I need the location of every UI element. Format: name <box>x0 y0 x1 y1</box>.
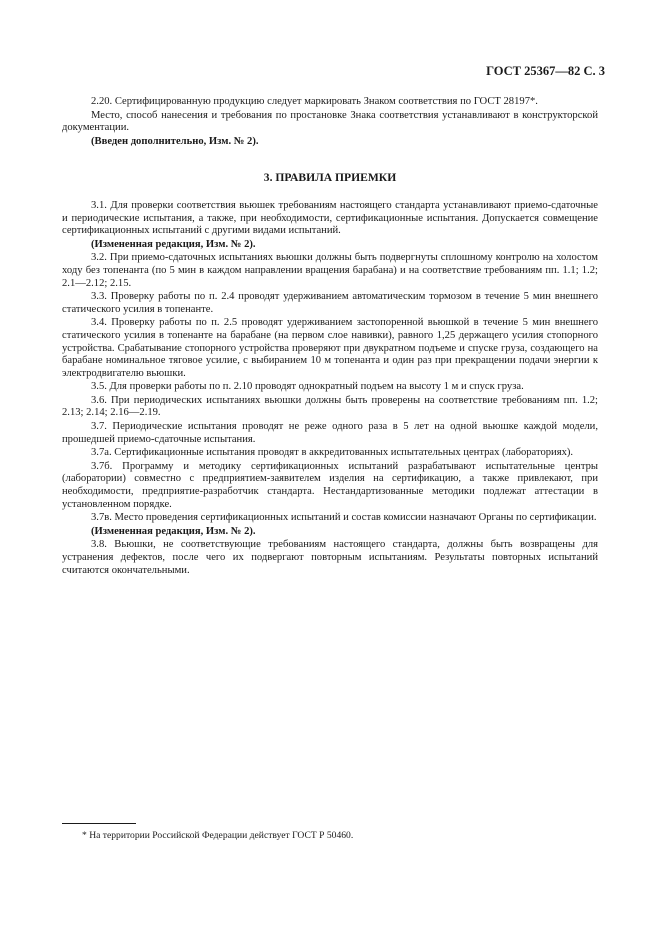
paragraph-3-4: 3.4. Проверку работы по п. 2.5 проводят удерживанием застопоренной вьюшкой в течение 5 мин внешнего статического усилия в топенанте на барабане (на первом слое навивки), равного 1,25 держащего усилия стопорного устройства. Срабатывание стопорного устройства проверяют при двукратном подъеме и спуске груза, создающего на барабане номинальное тяговое усилие, с выбиранием 10 м топенанта и один раз при прекращении подачи энергии к электродвигателю вьюшки. <box>62 317 598 379</box>
section-title: 3. ПРАВИЛА ПРИЕМКИ <box>263 171 397 185</box>
footnote: * На территории Российской Федерации действует ГОСТ Р 50460. <box>82 830 354 841</box>
paragraph-3-6: 3.6. При периодических испытаниях вьюшки должны быть проверены на соответствие требованиям пп. 1.2; 2.13; 2.14; 2.16—2.19. <box>62 394 598 419</box>
paragraph-3-1: 3.1. Для проверки соответствия вьюшек требованиям настоящего стандарта устанавливают приемо-сдаточные и периодические испытания, а также, при необходимости, сертификационные испытания. Допускается совмещение сертификационных испытаний с другими видами испытаний. <box>62 199 598 237</box>
amendment-note: (Измененная редакция, Изм. № 2). <box>91 525 256 537</box>
document-body <box>62 96 598 578</box>
paragraph-3-7: 3.7. Периодические испытания проводят не реже одного раза в 5 лет на одной вьюшке каждой модели, прошедшей приемо-сдаточные испытания. <box>62 421 598 445</box>
paragraph-3-5: 3.5. Для проверки работы по п. 2.10 проводят однократный подъем на высоту 1 м и спуск груза. <box>91 381 524 393</box>
paragraph-3-7a: 3.7а. Сертификационные испытания проводят в аккредитованных испытательных центрах (лабораториях). <box>91 447 574 459</box>
paragraph-3-7v: 3.7в. Место проведения сертификационных испытаний и состав комиссии назначают Органы по сертификации. <box>91 512 597 524</box>
paragraph-2-20: 2.20. Сертифицированную продукцию следует маркировать Знаком соответствия по ГОСТ 28197*. <box>91 96 538 107</box>
paragraph-3-8: 3.8. Вьюшки, не соответствующие требованиям настоящего стандарта, должны быть возвращены для устранения дефектов, после чего их подвергают повторным испытаниям. Результаты повторных испытаний считаются окончательными. <box>62 539 598 576</box>
paragraph-mark-placement: Место, способ нанесения и требования по простановке Знака соответствия устанавливают в конструкторской документации. <box>62 109 598 134</box>
page-header: ГОСТ 25367—82 С. 3 <box>486 64 605 78</box>
amendment-note: (Введен дополнительно, Изм. № 2). <box>91 135 259 147</box>
paragraph-3-7b: 3.7б. Программу и методику сертификационных испытаний разрабатывают испытательные центры (лаборатории) совместно с предприятием-заявителем изделия на сертификацию, а также привлекают, при необходимости, предприятие-разработчик стандарта. Нестандартизованные методики подлежат аттестации в установленном порядке. <box>62 460 598 510</box>
paragraph-3-2: 3.2. При приемо-сдаточных испытаниях вьюшки должны быть подвергнуты сплошному контролю на холостом ходу без топенанта (по 5 мин в каждом направлении вращения барабана) и на соответствие требованиям пп. 1.1; 1.2; 2.1—2.12; 2.15. <box>62 252 598 289</box>
paragraph-3-3: 3.3. Проверку работы по п. 2.4 проводят удерживанием автоматическим тормозом в течение 5 мин внешнего статического усилия в топенанте. <box>62 291 598 315</box>
amendment-note: (Измененная редакция, Изм. № 2). <box>91 238 256 250</box>
footnote-divider <box>62 823 136 824</box>
